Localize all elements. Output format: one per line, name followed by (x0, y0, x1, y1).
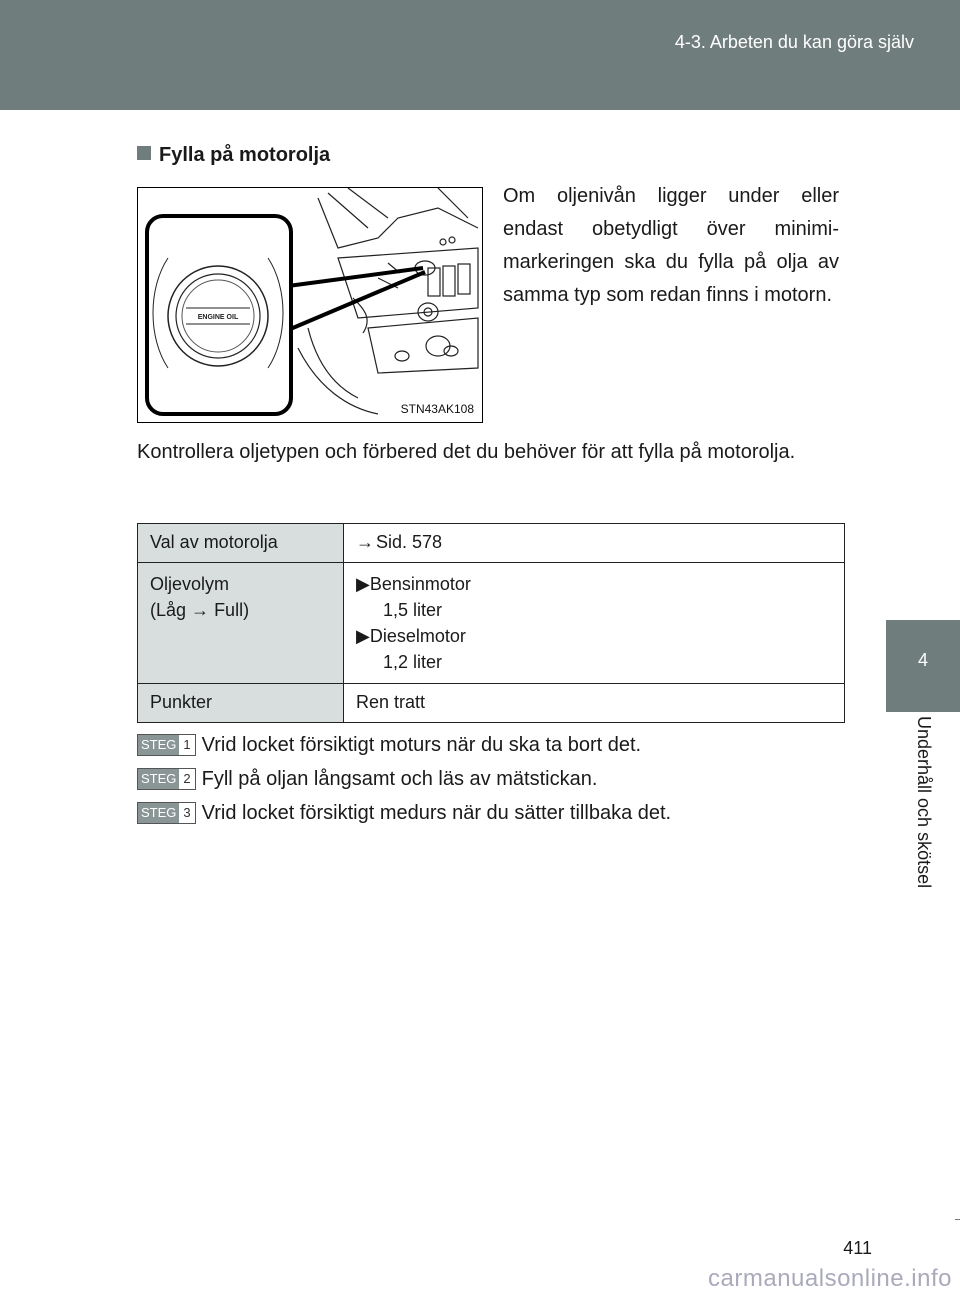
engine-type: Bensinmotor (369, 574, 471, 594)
table-key-line (150, 597, 331, 623)
step-text: Fyll på oljan långsamt och läs av mätstickan. (201, 767, 598, 790)
step-item (137, 762, 867, 796)
step-badge (137, 802, 196, 824)
list-item (356, 623, 832, 649)
step-badge-label: STEG (138, 769, 179, 789)
table-value (344, 524, 845, 563)
arrow-right-icon: → (356, 532, 374, 552)
arrow-right-icon: → (191, 600, 210, 620)
square-bullet-icon (137, 146, 151, 160)
table-row (138, 684, 845, 723)
engine-oil-cap-label: ENGINE OIL (197, 314, 239, 321)
step-badge-label: STEG (138, 803, 179, 823)
step-item (137, 796, 867, 830)
oil-volume: 1,5 liter (383, 600, 443, 620)
chapter-tab (886, 620, 960, 712)
step-item (137, 728, 867, 762)
engine-bay-illustration (138, 188, 483, 423)
list-item (356, 571, 832, 597)
table-value: Ren tratt (344, 684, 845, 723)
step-text: Vrid locket försiktigt medurs när du sätter tillbaka det. (201, 801, 672, 824)
body-paragraph: Kontrollera oljetypen och förbered det du behöver för att fylla på motorolja. (137, 441, 796, 463)
triangle-bullet-icon: ▶ (356, 626, 370, 646)
step-badge-number: 1 (179, 735, 194, 755)
table-row (138, 563, 845, 684)
chapter-title: 4-3. Arbeten du kan göra själv (674, 32, 914, 52)
page-reference: Sid. 578 (376, 532, 443, 552)
chapter-side-label (886, 712, 960, 932)
oil-spec-table (137, 523, 845, 723)
table-row (138, 524, 845, 563)
section-heading-text: Fylla på motorolja (159, 144, 331, 166)
table-key (138, 563, 344, 684)
step-list (137, 728, 867, 830)
intro-text: Om oljenivån ligger under eller endast obetydligt över minimi-markeringen ska du fylla på olja av samma typ som redan finns i motorn. (503, 185, 839, 306)
page-number: 411 (843, 1238, 872, 1258)
table-value (344, 563, 845, 684)
step-badge (137, 734, 196, 756)
section-heading (137, 144, 330, 167)
table-key-part: Full) (214, 600, 250, 620)
step-text: Vrid locket försiktigt moturs när du ska ta bort det. (201, 733, 642, 756)
triangle-bullet-icon: ▶ (356, 574, 370, 594)
figure-caption: STN43AK108 (400, 402, 474, 416)
table-key-line: Oljevolym (150, 574, 230, 594)
step-badge-label: STEG (138, 735, 179, 755)
chapter-number: 4 (917, 650, 928, 670)
oil-volume: 1,2 liter (383, 652, 443, 672)
table-key: Val av motorolja (138, 524, 344, 563)
step-badge (137, 768, 196, 790)
engine-type: Dieselmotor (369, 626, 466, 646)
table-key-part: (Låg (150, 600, 187, 620)
chapter-side-label-text: Underhåll och skötsel (914, 716, 934, 889)
footer-watermark[interactable]: carmanualsonline.info (708, 1265, 952, 1292)
crop-mark (955, 8, 960, 9)
engine-oil-figure (137, 187, 483, 423)
step-badge-number: 2 (179, 769, 194, 789)
crop-mark (955, 1219, 960, 1220)
table-key: Punkter (138, 684, 344, 723)
step-badge-number: 3 (179, 803, 194, 823)
header-band (0, 0, 960, 110)
